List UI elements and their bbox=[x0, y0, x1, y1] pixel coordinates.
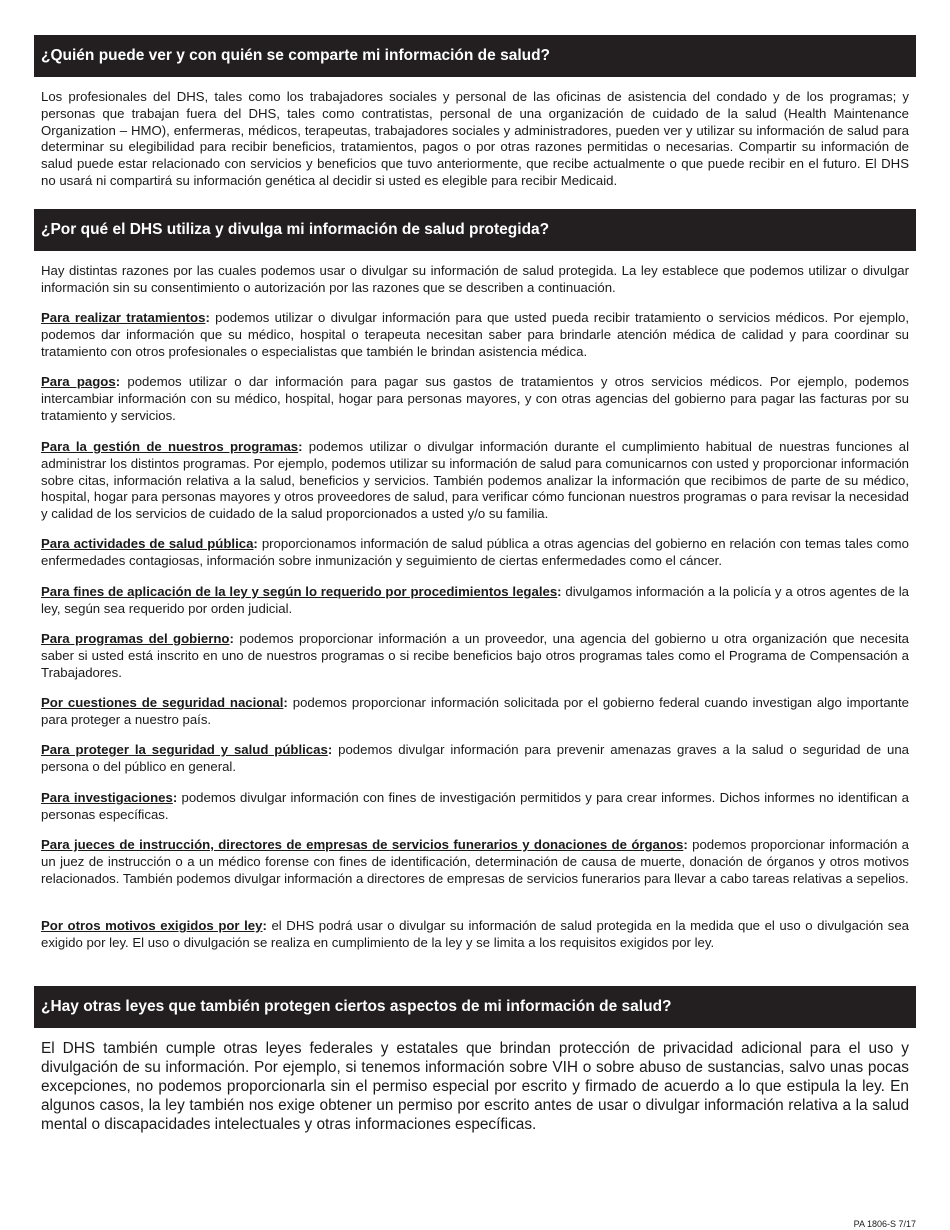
item-text: el DHS podrá usar o divulgar su información de salud protegida en la medida que el uso o divulgación sea exigido por ley. El uso o divulgación se realiza en cumplimiento de la ley y se limita a los requisitos exigidos por ley. bbox=[41, 918, 910, 950]
item-public-safety: Para proteger la seguridad y salud públicas: podemos divulgar información para prevenir amenazas graves a la salud o seguridad de una persona o del público en general. bbox=[41, 742, 909, 774]
section-body-other-laws: El DHS también cumple otras leyes federales y estatales que brindan protección de privacidad adicional para el uso y divulgación de su información. Por ejemplo, si tenemos información sobre VIH o sobre abuso de sustancias, salvo unas pocas excepciones, no podemos proporcionarla sin el permiso especial por escrito y firmado de acuerdo a lo que estipula la ley. En algunos casos, la ley también nos exige obtener un permiso por escrito antes de usar o divulgar información relativa a la salud mental o discapacidades intelectuales y otras informaciones específicas. bbox=[41, 1040, 909, 1133]
section-heading-who-can-see bbox=[34, 35, 916, 77]
item-lead: Para programas del gobierno bbox=[41, 631, 230, 646]
item-public-health: Para actividades de salud pública: proporcionamos información de salud pública a otras agencias del gobierno en relación con temas tales como enfermedades contagiosas, información sobre inmunización y seguimiento de ciertas enfermedades como el cáncer. bbox=[41, 536, 909, 568]
item-lead: Para fines de aplicación de la ley y según lo requerido por procedimientos legales bbox=[41, 584, 558, 599]
item-text: podemos proporcionar información solicitada por el gobierno federal cuando investigan algo importante para proteger a nuestro país. bbox=[41, 695, 909, 727]
item-text: podemos divulgar información con fines de investigación permitidos y para crear informes. Dichos informes no identifican a personas específicas. bbox=[41, 790, 909, 822]
section-heading-text: ¿Quién puede ver y con quién se comparte mi información de salud? bbox=[41, 47, 551, 64]
item-lead: Por cuestiones de seguridad nacional bbox=[41, 695, 284, 710]
item-coroners-funeral-organ: Para jueces de instrucción, directores de empresas de servicios funerarios y donaciones de órganos: podemos proporcionar información a un juez de instrucción o a un médico forense con fines de identificación, determinación de causa de muerte, donación de órganos y otros motivos relacionados. También podemos divulgar información a directores de empresas de servicios funerarios para llevar a cabo tareas relativas a sepelios. bbox=[41, 837, 909, 886]
section-heading-why-dhs-uses bbox=[34, 209, 916, 251]
item-text: podemos divulgar información para prevenir amenazas graves a la salud o seguridad de una persona o del público en general. bbox=[41, 742, 909, 774]
item-program-management: Para la gestión de nuestros programas: podemos utilizar o divulgar información durante el cumplimiento habitual de nuestras funciones al administrar los distintos programas. Por ejemplo, podemos utilizar su información de salud para comunicarnos con usted y proporcionar información sobre citas, información relativa a la salud, beneficios y servicios. También podemos analizar la información que recibimos de parte de su médico, hospital, hogar para personas mayores y otros proveedores de salud, para verificar cómo funcionan nuestros programas o para revisar la necesidad y calidad de los servicios de cuidado de la salud proporcionados a usted y/o su familia. bbox=[41, 439, 910, 522]
item-lead: Para investigaciones bbox=[41, 790, 173, 805]
item-text: proporcionamos información de salud pública a otras agencias del gobierno en relación con temas tales como enfermedades contagiosas, información sobre inmunización y seguimiento de ciertas enfermedades como el cáncer. bbox=[41, 536, 909, 568]
item-text: podemos utilizar o dar información para pagar sus gastos de tratamientos y otros servicios médicos. Por ejemplo, podemos intercambiar información con su médico, hospital, hogar para personas mayores, y con otras agencias del gobierno para pagar las facturas por su tratamiento y servicios. bbox=[41, 374, 909, 423]
section-intro-why-dhs-uses: Hay distintas razones por las cuales podemos usar o divulgar su información de salud protegida. La ley establece que podemos utilizar o divulgar información sin su consentimiento o autorización por las razones que se describen a continuación. bbox=[41, 263, 909, 295]
section-heading-text: ¿Por qué el DHS utiliza y divulga mi información de salud protegida? bbox=[41, 221, 550, 238]
form-id-footer: PA 1806-S 7/17 bbox=[853, 1219, 916, 1229]
item-text: divulgamos información a la policía y a otros agentes de la ley, según sea requerido por orden judicial. bbox=[41, 584, 910, 616]
item-lead: Para jueces de instrucción, directores de empresas de servicios funerarios y donaciones de órganos bbox=[41, 837, 684, 852]
item-lead: Por otros motivos exigidos por ley bbox=[41, 918, 263, 933]
section-heading-text: ¿Hay otras leyes que también protegen ciertos aspectos de mi información de salud? bbox=[41, 998, 672, 1015]
item-lead: Para realizar tratamientos bbox=[41, 310, 206, 325]
item-lead: Para la gestión de nuestros programas bbox=[41, 439, 299, 454]
section-heading-other-laws bbox=[34, 986, 916, 1028]
item-text: podemos utilizar o divulgar información para que usted pueda recibir tratamiento o servicios médicos. Por ejemplo, podemos dar información que su médico, hospital o terapeuta necesitan saber para brindarle atención médica de calidad y para coordinar su tratamiento con otros profesionales o especialistas que también le brindan asistencia médica. bbox=[41, 310, 909, 359]
item-law-enforcement: Para fines de aplicación de la ley y según lo requerido por procedimientos legales: divulgamos información a la policía y a otros agentes de la ley, según sea requerido por orden judicial. bbox=[41, 584, 910, 616]
item-text: podemos utilizar o divulgar información durante el cumplimiento habitual de nuestras funciones al administrar los distintos programas. Por ejemplo, podemos utilizar su información de salud para comunicarnos con usted y proporcionar información sobre citas, información relativa a la salud, beneficios y servicios. También podemos analizar la información que recibimos de parte de su médico, hospital, hogar para personas mayores y otros proveedores de salud, para verificar cómo funcionan nuestros programas o para revisar la necesidad y calidad de los servicios de cuidado de la salud proporcionados a usted y/o su familia. bbox=[41, 439, 910, 522]
item-treatments: Para realizar tratamientos: podemos utilizar o divulgar información para que usted pueda recibir tratamiento o servicios médicos. Por ejemplo, podemos dar información que su médico, hospital o terapeuta necesitan saber para brindarle atención médica de calidad y para coordinar su tratamiento con otros profesionales o especialistas que también le brindan asistencia médica. bbox=[41, 310, 909, 359]
item-text: podemos proporcionar información a un proveedor, una agencia del gobierno u otra organización que necesita saber si usted está inscrito en uno de nuestros programas o si recibe beneficios bajo otros programas tales como el Programa de Compensación a Trabajadores. bbox=[41, 631, 909, 680]
item-national-security: Por cuestiones de seguridad nacional: podemos proporcionar información solicitada por el gobierno federal cuando investigan algo importante para proteger a nuestro país. bbox=[41, 695, 909, 727]
section-body-who-can-see: Los profesionales del DHS, tales como los trabajadores sociales y personal de las oficinas de asistencia del condado y de los programas; y personas que trabajan fuera del DHS, tales como contratistas, personal de una organización de cuidado de la salud (Health Maintenance Organization – HMO), enfermeras, médicos, terapeutas, trabajadores sociales y administradores, pueden ver y utilizar su información de salud para determinar su elegibilidad para recibir beneficios, tratamientos, pagos o por otras razones permitidas o necesarias. Compartir su información de salud puede estar relacionado con servicios y beneficios que tuvo anteriormente, que recibe actualmente o que puede recibir en el futuro. El DHS no usará ni compartirá su información genética al decidir si usted es elegible para recibir Medicaid. bbox=[41, 89, 909, 188]
item-lead: Para pagos bbox=[41, 374, 116, 389]
item-payments: Para pagos: podemos utilizar o dar información para pagar sus gastos de tratamientos y otros servicios médicos. Por ejemplo, podemos intercambiar información con su médico, hospital, hogar para personas mayores, y con otras agencias del gobierno para pagar las facturas por su tratamiento y servicios. bbox=[41, 374, 909, 423]
item-lead: Para actividades de salud pública bbox=[41, 536, 254, 551]
item-government-programs: Para programas del gobierno: podemos proporcionar información a un proveedor, una agencia del gobierno u otra organización que necesita saber si usted está inscrito en uno de nuestros programas o si recibe beneficios bajo otros programas tales como el Programa de Compensación a Trabajadores. bbox=[41, 631, 909, 680]
item-research: Para investigaciones: podemos divulgar información con fines de investigación permitidos y para crear informes. Dichos informes no identifican a personas específicas. bbox=[41, 790, 909, 822]
item-required-by-law: Por otros motivos exigidos por ley: el DHS podrá usar o divulgar su información de salud protegida en la medida que el uso o divulgación sea exigido por ley. El uso o divulgación se realiza en cumplimiento de la ley y se limita a los requisitos exigidos por ley. bbox=[41, 918, 910, 950]
item-lead: Para proteger la seguridad y salud públicas bbox=[41, 742, 328, 757]
item-text: podemos proporcionar información a un juez de instrucción o a un médico forense con fines de identificación, determinación de causa de muerte, donación de órganos y otros motivos relacionados. También podemos divulgar información a directores de empresas de servicios funerarios para llevar a cabo tareas relativas a sepelios. bbox=[41, 837, 909, 886]
